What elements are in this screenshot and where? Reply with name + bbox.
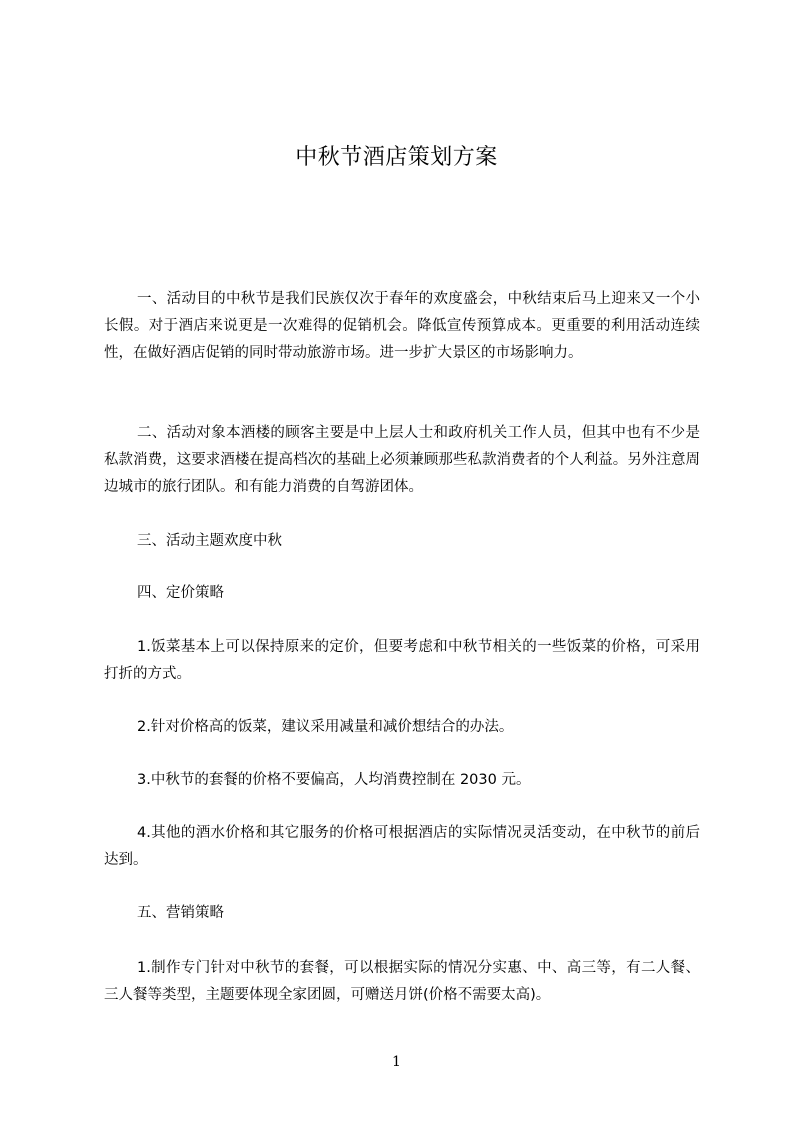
paragraph-activity-purpose: 一、活动目的中秋节是我们民族仅次于春年的欢度盛会，中秋结束后马上迎来又一个小长假。对于酒店来说更是一次难得的促销机会。降低宣传预算成本。更重要的利用活动连续性，在做好酒店促销的同时带动旅游市场。进一步扩大景区的市场影响力。 [104, 291, 700, 361]
paragraph-pricing-item-2: 2.针对价格高的饭菜，建议采用减量和减价想结合的办法。 [137, 719, 514, 735]
paragraph-activity-target: 二、活动对象本酒楼的顾客主要是中上层人士和政府机关工作人员，但其中也有不少是私款消费，这要求酒楼在提高档次的基础上必须兼顾那些私款消费者的个人利益。另外注意周边城市的旅行团队。和有能力消费的自驾游团体。 [104, 425, 700, 495]
heading-pricing-strategy: 四、定价策略 [137, 585, 224, 601]
heading-marketing-strategy: 五、营销策略 [137, 905, 224, 921]
paragraph-marketing-item-1: 1.制作专门针对中秋节的套餐，可以根据实际的情况分实惠、中、高三等，有二人餐、三人餐等类型，主题要体现全家团圆，可赠送月饼(价格不需要太高)。 [104, 960, 700, 1003]
paragraph-activity-theme: 三、活动主题欢度中秋 [137, 533, 282, 549]
paragraph-pricing-item-1: 1.饭菜基本上可以保持原来的定价，但要考虑和中秋节相关的一些饭菜的价格，可采用打折的方式。 [104, 639, 700, 682]
page-number: 1 [392, 1054, 401, 1070]
paragraph-pricing-item-3: 3.中秋节的套餐的价格不要偏高，人均消费控制在 2030 元。 [137, 772, 531, 788]
document-title: 中秋节酒店策划方案 [295, 145, 498, 170]
paragraph-pricing-item-4: 4.其他的酒水价格和其它服务的价格可根据酒店的实际情况灵活变动，在中秋节的前后达到。 [104, 825, 700, 868]
